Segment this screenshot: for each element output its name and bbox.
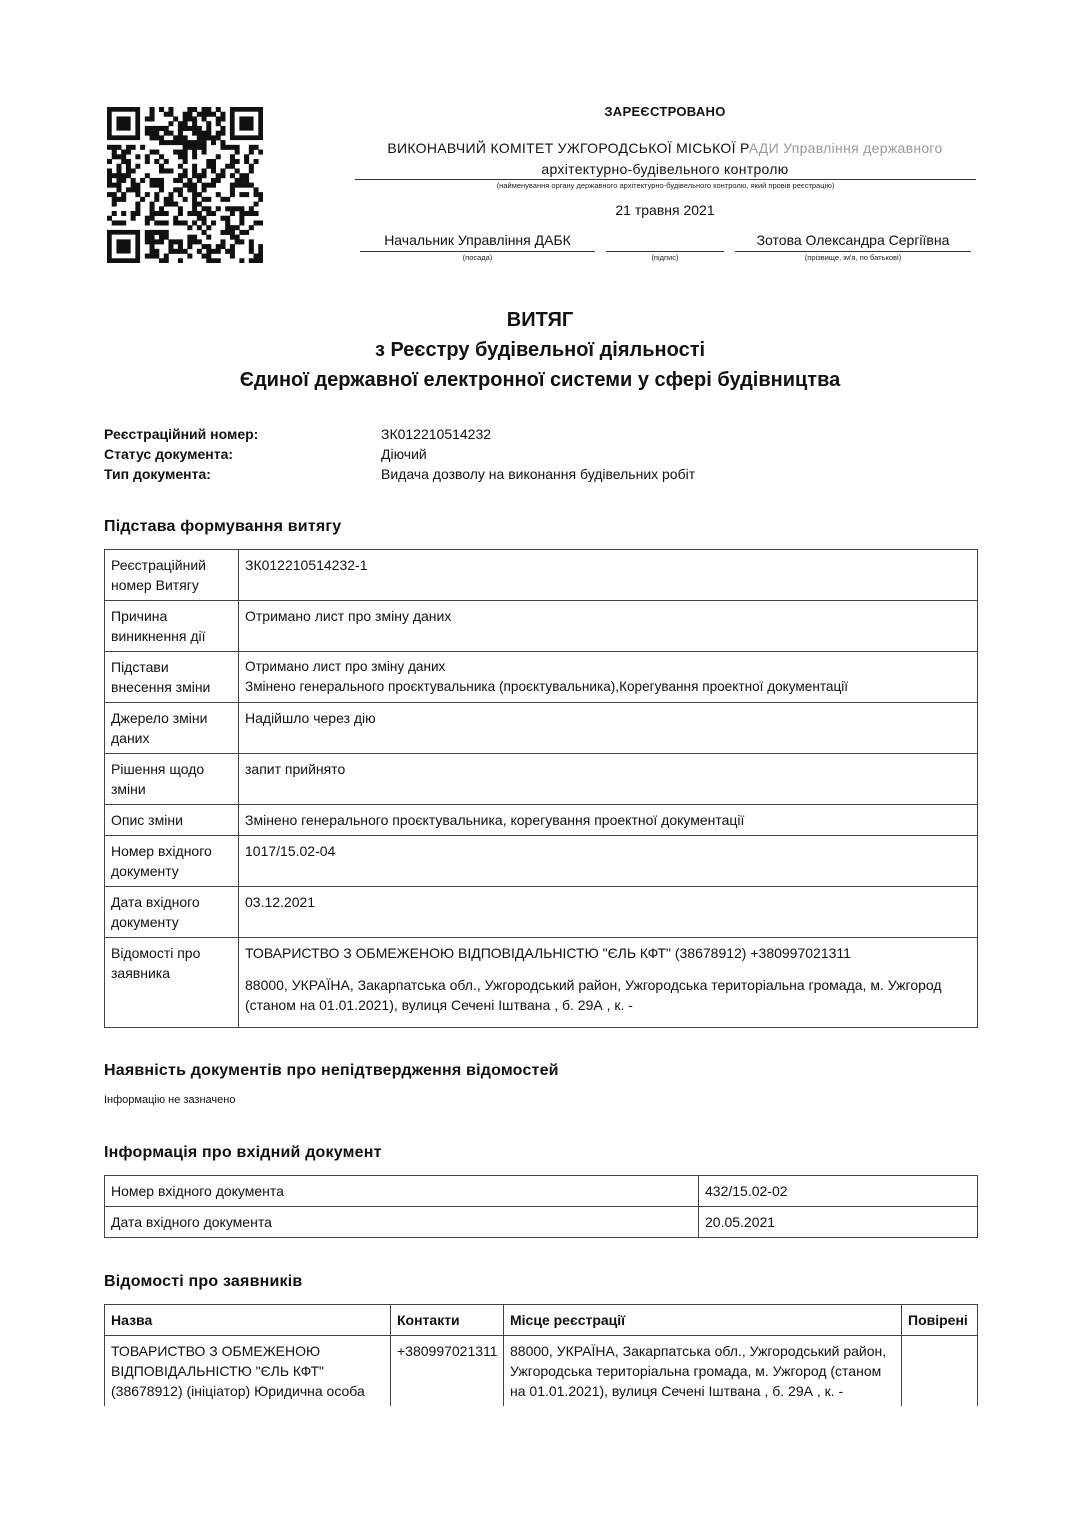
table-row: [105, 703, 978, 754]
authority-line2: архітектурно-будівельного контролю: [541, 161, 789, 177]
table-row: [105, 1176, 978, 1207]
incoming-value: 432/15.02-02: [699, 1176, 978, 1207]
applicant-summary: ТОВАРИСТВО З ОБМЕЖЕНОЮ ВІДПОВІДАЛЬНІСТЮ "ЄЛЬ КФТ" (38678912) +380997021311: [245, 945, 851, 961]
basis-value-line: Змінено генерального проєктувальника (проєктувальника),Корегування проектної документації: [245, 679, 849, 694]
basis-value: ЗК012210514232-1: [239, 550, 978, 601]
signature-rule: [606, 251, 724, 252]
status-value: Діючий: [381, 446, 427, 462]
table-row: [105, 1207, 978, 1238]
authority-rule: [355, 179, 976, 180]
authority-main: ВИКОНАВЧИЙ КОМІТЕТ УЖГОРОДСЬКОЇ МІСЬКОЇ Р: [387, 140, 749, 156]
basis-label: Дата вхідного документу: [105, 887, 239, 938]
qr-code: [107, 107, 263, 263]
position-rule: [360, 251, 595, 252]
status-label: Статус документа:: [104, 446, 234, 462]
applicants-heading: Відомості про заявників: [104, 1273, 303, 1290]
incoming-heading: Інформація про вхідний документ: [104, 1144, 382, 1161]
table-row: [105, 550, 978, 601]
basis-table: [104, 549, 978, 1028]
position-caption: (посада): [462, 253, 493, 262]
official-position: Начальник Управління ДАБК: [384, 232, 571, 248]
basis-value: 03.12.2021: [239, 887, 978, 938]
basis-value: 1017/15.02-04: [239, 836, 978, 887]
basis-value: [239, 938, 978, 1028]
reg-number-label: Реєстраційний номер:: [104, 426, 259, 442]
basis-value-line: Отримано лист про зміну даних: [245, 659, 446, 674]
reg-number-value: ЗК012210514232: [381, 426, 492, 442]
applicant-address-cell: 88000, УКРАЇНА, Закарпатська обл., Ужгородський район, Ужгородська територіальна громада, м. Ужгород (станом на 01.01.2021), вулиця Сечені Іштвана , б. 29А , к. -: [504, 1336, 902, 1407]
table-row: [105, 601, 978, 652]
column-header-name: Назва: [105, 1305, 391, 1336]
basis-label: Підстави внесення зміни: [105, 652, 239, 703]
document-title: ВИТЯГ: [506, 309, 574, 331]
authority-faded: АДИ Управління державного: [748, 140, 943, 156]
table-row: [105, 1336, 978, 1407]
document-subtitle-2: Єдиної державної електронної системи у сфері будівництва: [239, 369, 841, 391]
basis-value: Надійшло через дію: [239, 703, 978, 754]
column-header-contacts: Контакти: [391, 1305, 504, 1336]
incoming-table: [104, 1175, 978, 1238]
table-row: [105, 805, 978, 836]
signature-caption: (підпис): [651, 253, 679, 262]
applicant-attorneys: [902, 1336, 978, 1407]
basis-label: Рішення щодо зміни: [105, 754, 239, 805]
registration-date: 21 травня 2021: [615, 202, 715, 218]
table-row: [105, 938, 978, 1028]
registration-authority: [355, 138, 975, 180]
registration-title: ЗАРЕЄСТРОВАНО: [604, 104, 726, 119]
basis-label: Джерело зміни даних: [105, 703, 239, 754]
column-header-address: Місце реєстрації: [504, 1305, 902, 1336]
basis-heading: Підстава формування витягу: [104, 518, 342, 535]
basis-value: запит прийнято: [239, 754, 978, 805]
basis-label: Реєстраційний номер Витягу: [105, 550, 239, 601]
non-confirmation-note: Інформацію не зазначено: [104, 1094, 236, 1106]
doc-type-value: Видача дозволу на виконання будівельних робіт: [381, 466, 696, 482]
basis-label: Опис зміни: [105, 805, 239, 836]
incoming-label: Номер вхідного документа: [105, 1176, 699, 1207]
incoming-label: Дата вхідного документа: [105, 1207, 699, 1238]
doc-type-label: Тип документа:: [104, 466, 211, 482]
applicant-name: ТОВАРИСТВО З ОБМЕЖЕНОЮ ВІДПОВІДАЛЬНІСТЮ "ЄЛЬ КФТ" (38678912) (ініціатор) Юридична особа: [105, 1336, 391, 1407]
applicants-table: [104, 1304, 978, 1406]
applicant-address: 88000, УКРАЇНА, Закарпатська обл., Ужгородський район, Ужгородська територіальна громада, м. Ужгород (станом на 01.01.2021), вулиця Сечені Іштвана , б. 29А , к. -: [245, 977, 942, 1013]
table-row: [105, 652, 978, 703]
basis-label: Причина виникнення дії: [105, 601, 239, 652]
name-caption: (прізвище, ім'я, по батькові): [804, 253, 902, 262]
official-name: Зотова Олександра Сергіївна: [756, 232, 950, 248]
table-row: [105, 887, 978, 938]
basis-value: [239, 652, 978, 703]
table-row: [105, 754, 978, 805]
basis-value: Змінено генерального проєктувальника, корегування проектної документації: [239, 805, 978, 836]
authority-caption: (найменування органу державного архітектурно-будівельного контролю, який провів реєстрацію): [496, 181, 835, 190]
non-confirmation-heading: Наявність документів про непідтвердження відомостей: [104, 1062, 559, 1079]
column-header-attorneys: Повірені: [902, 1305, 978, 1336]
table-header-row: [105, 1305, 978, 1336]
basis-value: Отримано лист про зміну даних: [239, 601, 978, 652]
table-row: [105, 836, 978, 887]
name-rule: [735, 251, 971, 252]
basis-label: Номер вхідного документу: [105, 836, 239, 887]
applicant-contacts: +380997021311: [391, 1336, 504, 1407]
incoming-value: 20.05.2021: [699, 1207, 978, 1238]
document-subtitle-1: з Реєстру будівельної діяльності: [374, 339, 706, 361]
basis-label: Відомості про заявника: [105, 938, 239, 1028]
